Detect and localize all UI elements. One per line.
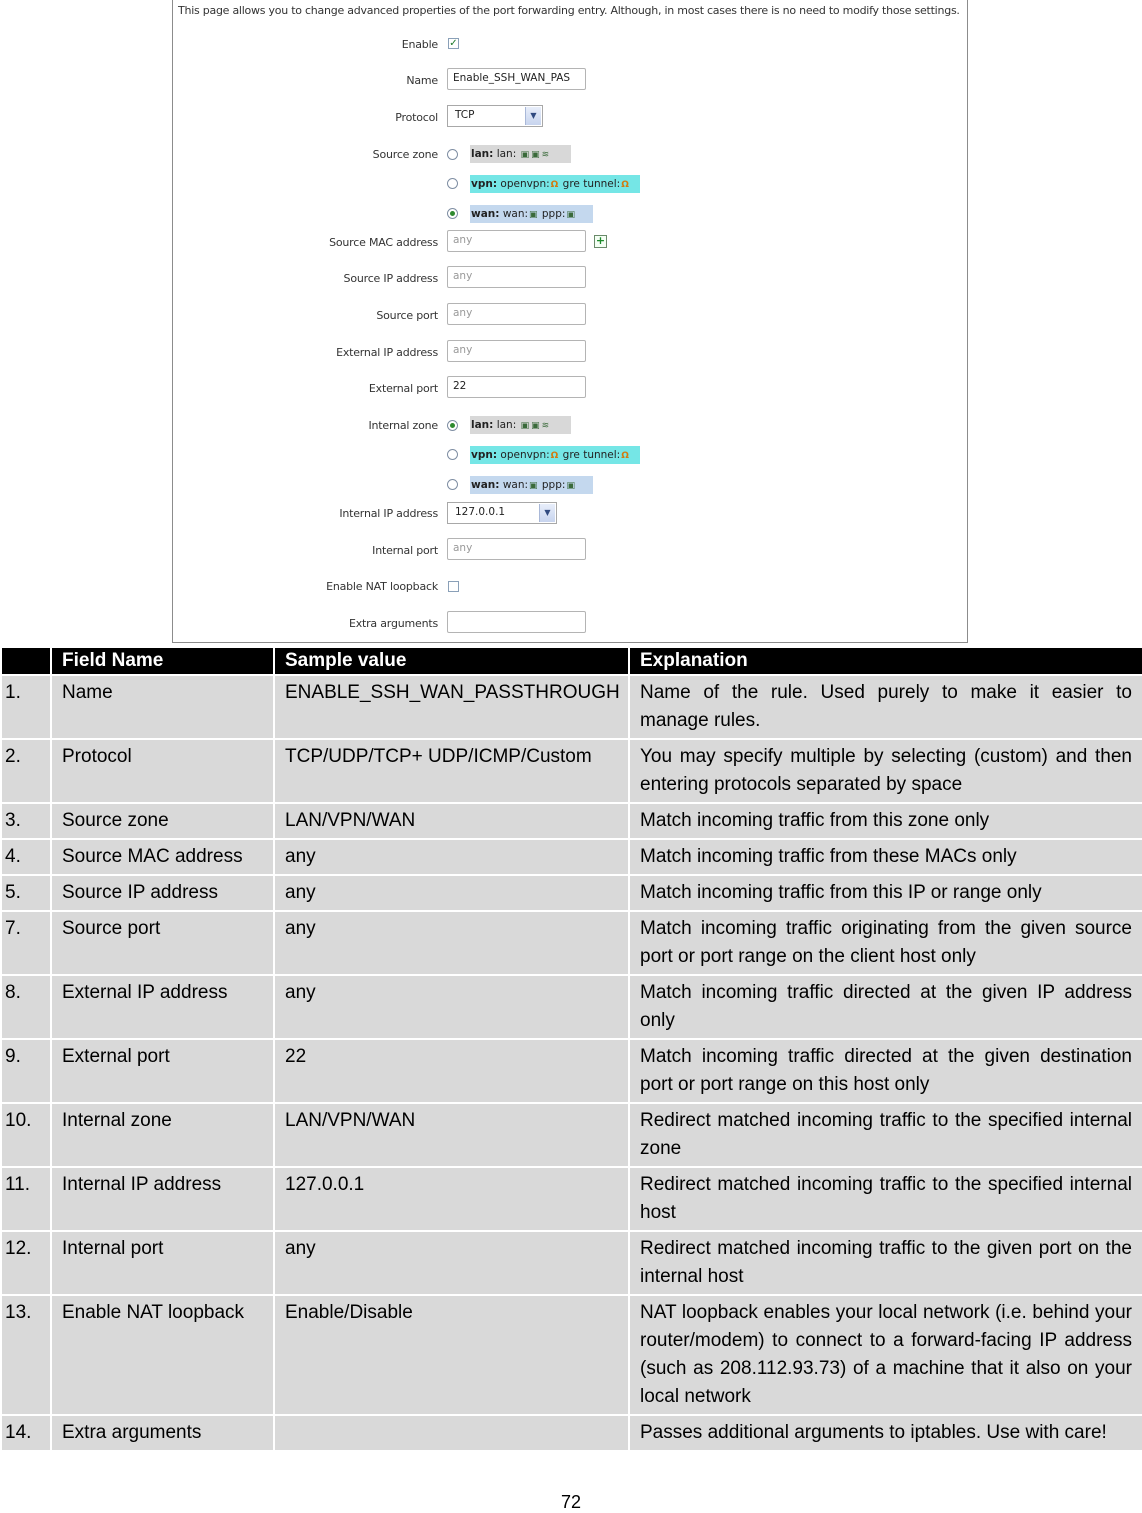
row-explanation: Name of the rule. Used purely to make it easier to manage rules. bbox=[630, 676, 1142, 738]
protocol-selected-value: TCP bbox=[455, 109, 475, 121]
zone-lan-text: lan: bbox=[496, 148, 517, 160]
row-field-name: Source port bbox=[52, 912, 273, 974]
internal-ip-selected-value: 127.0.0.1 bbox=[455, 506, 506, 518]
chevron-down-icon: ▼ bbox=[539, 504, 555, 522]
header-field-name: Field Name bbox=[52, 648, 273, 674]
row-number: 2. bbox=[2, 740, 50, 802]
row-number: 8. bbox=[2, 976, 50, 1038]
table-row bbox=[2, 1104, 1142, 1166]
row-sample-value: any bbox=[275, 912, 628, 974]
row-field-name: Name bbox=[52, 676, 273, 738]
source-port-input[interactable]: any bbox=[447, 303, 586, 325]
extra-arguments-label: Extra arguments bbox=[348, 617, 438, 630]
extra-arguments-input[interactable] bbox=[447, 611, 586, 633]
row-sample-value: 127.0.0.1 bbox=[275, 1168, 628, 1230]
tunnel-icon: Ω bbox=[621, 180, 629, 190]
internal-zone-lan-radio[interactable] bbox=[447, 420, 458, 431]
internal-zone-lan bbox=[470, 416, 571, 434]
header-number bbox=[2, 648, 50, 674]
zone-wan-text2: ppp: bbox=[541, 208, 566, 220]
table-body bbox=[2, 676, 1142, 1450]
zone-vpn-text2: gre tunnel: bbox=[562, 449, 621, 461]
source-zone-lan bbox=[470, 145, 571, 163]
internal-port-input[interactable]: any bbox=[447, 538, 586, 560]
zone-wan-name: wan: bbox=[471, 208, 500, 220]
chevron-down-icon: ▼ bbox=[525, 107, 541, 125]
source-zone-lan-radio[interactable] bbox=[447, 149, 458, 160]
table-row bbox=[2, 976, 1142, 1038]
zone-vpn-text: openvpn: bbox=[500, 178, 550, 190]
zone-vpn-name: vpn: bbox=[471, 178, 498, 190]
internal-port-label: Internal port bbox=[372, 544, 438, 557]
protocol-label: Protocol bbox=[395, 111, 438, 124]
network-icon: ▣ bbox=[531, 150, 540, 160]
nat-loopback-label: Enable NAT loopback bbox=[326, 580, 438, 593]
row-field-name: Protocol bbox=[52, 740, 273, 802]
row-number: 14. bbox=[2, 1416, 50, 1450]
source-zone-label: Source zone bbox=[372, 148, 438, 161]
network-icon: ▣ bbox=[529, 210, 538, 220]
table-row bbox=[2, 1296, 1142, 1414]
row-field-name: External port bbox=[52, 1040, 273, 1102]
name-label: Name bbox=[406, 74, 438, 87]
row-field-name: Internal port bbox=[52, 1232, 273, 1294]
row-explanation: Passes additional arguments to iptables. Use with care! bbox=[630, 1416, 1142, 1450]
row-field-name: Internal zone bbox=[52, 1104, 273, 1166]
row-field-name: Source MAC address bbox=[52, 840, 273, 874]
row-number: 5. bbox=[2, 876, 50, 910]
row-explanation: Match incoming traffic directed at the given IP address only bbox=[630, 976, 1142, 1038]
network-icon: ▣ bbox=[529, 481, 538, 491]
add-icon[interactable]: + bbox=[595, 234, 606, 247]
row-sample-value: LAN/VPN/WAN bbox=[275, 804, 628, 838]
row-number: 4. bbox=[2, 840, 50, 874]
zone-vpn-text: openvpn: bbox=[500, 449, 550, 461]
internal-ip-label: Internal IP address bbox=[339, 507, 438, 520]
network-icon: ▣ bbox=[520, 150, 530, 160]
intro-text: This page allows you to change advanced properties of the port forwarding entry. Although, in most cases there is no need to modify those settings. bbox=[178, 4, 960, 17]
row-explanation: You may specify multiple by selecting (custom) and then entering protocols separated by space bbox=[630, 740, 1142, 802]
enable-checkbox[interactable]: ✓ bbox=[449, 38, 458, 49]
zone-wan-name: wan: bbox=[471, 479, 500, 491]
row-sample-value: any bbox=[275, 1232, 628, 1294]
row-sample-value: Enable/Disable bbox=[275, 1296, 628, 1414]
internal-zone-wan bbox=[470, 476, 593, 494]
table-row bbox=[2, 676, 1142, 738]
wifi-icon: ≋ bbox=[541, 421, 550, 431]
network-icon: ▣ bbox=[566, 210, 575, 220]
source-mac-input[interactable]: any bbox=[447, 230, 586, 252]
external-port-label: External port bbox=[368, 382, 438, 395]
row-explanation: Match incoming traffic directed at the given destination port or port range on this host only bbox=[630, 1040, 1142, 1102]
port-forward-settings-panel bbox=[172, 0, 968, 643]
row-sample-value bbox=[275, 1416, 628, 1450]
row-number: 12. bbox=[2, 1232, 50, 1294]
row-explanation: Redirect matched incoming traffic to the given port on the internal host bbox=[630, 1232, 1142, 1294]
table-row bbox=[2, 1416, 1142, 1450]
tunnel-icon: Ω bbox=[550, 180, 559, 190]
row-explanation: Match incoming traffic from this zone only bbox=[630, 804, 1142, 838]
tunnel-icon: Ω bbox=[550, 451, 559, 461]
row-number: 9. bbox=[2, 1040, 50, 1102]
external-port-input[interactable]: 22 bbox=[447, 376, 586, 398]
row-field-name: Enable NAT loopback bbox=[52, 1296, 273, 1414]
protocol-select[interactable] bbox=[447, 105, 543, 127]
source-zone-vpn-radio[interactable] bbox=[447, 178, 458, 189]
row-sample-value: ENABLE_SSH_WAN_PASSTHROUGH bbox=[275, 676, 628, 738]
row-explanation: Match incoming traffic from this IP or range only bbox=[630, 876, 1142, 910]
row-field-name: External IP address bbox=[52, 976, 273, 1038]
row-sample-value: TCP/UDP/TCP+ UDP/ICMP/Custom bbox=[275, 740, 628, 802]
row-sample-value: any bbox=[275, 840, 628, 874]
table-row bbox=[2, 876, 1142, 910]
row-sample-value: any bbox=[275, 876, 628, 910]
source-port-label: Source port bbox=[376, 309, 438, 322]
zone-vpn-text2: gre tunnel: bbox=[562, 178, 621, 190]
zone-lan-name: lan: bbox=[471, 419, 494, 431]
page-number: 72 bbox=[560, 1492, 582, 1512]
row-sample-value: LAN/VPN/WAN bbox=[275, 1104, 628, 1166]
table-row bbox=[2, 840, 1142, 874]
row-number: 13. bbox=[2, 1296, 50, 1414]
source-mac-label: Source MAC address bbox=[329, 236, 438, 249]
row-number: 7. bbox=[2, 912, 50, 974]
row-explanation: NAT loopback enables your local network (i.e. behind your router/modem) to connect to a forward-facing IP address (such as 208.112.93.73) of a machine that it also on your local network bbox=[630, 1296, 1142, 1414]
source-zone-vpn bbox=[470, 175, 640, 193]
row-field-name: Extra arguments bbox=[52, 1416, 273, 1450]
internal-zone-label: Internal zone bbox=[368, 419, 438, 432]
row-number: 3. bbox=[2, 804, 50, 838]
internal-ip-select[interactable] bbox=[447, 502, 557, 524]
network-icon: ▣ bbox=[566, 481, 575, 491]
zone-vpn-name: vpn: bbox=[471, 449, 498, 461]
table-row bbox=[2, 804, 1142, 838]
source-zone-wan-radio[interactable] bbox=[447, 208, 458, 219]
source-ip-input[interactable]: any bbox=[447, 266, 586, 288]
row-number: 11. bbox=[2, 1168, 50, 1230]
network-icon: ▣ bbox=[531, 421, 540, 431]
field-table bbox=[0, 646, 1142, 1452]
external-ip-input[interactable]: any bbox=[447, 340, 586, 362]
internal-zone-wan-radio[interactable] bbox=[447, 479, 458, 490]
row-explanation: Match incoming traffic from these MACs only bbox=[630, 840, 1142, 874]
row-sample-value: any bbox=[275, 976, 628, 1038]
row-field-name: Source IP address bbox=[52, 876, 273, 910]
zone-wan-text: wan: bbox=[502, 479, 529, 491]
external-ip-label: External IP address bbox=[336, 346, 438, 359]
internal-zone-vpn bbox=[470, 446, 640, 464]
table-row bbox=[2, 1040, 1142, 1102]
table-row bbox=[2, 1232, 1142, 1294]
row-number: 1. bbox=[2, 676, 50, 738]
row-explanation: Match incoming traffic originating from the given source port or port range on the client host only bbox=[630, 912, 1142, 974]
nat-loopback-checkbox[interactable] bbox=[448, 581, 459, 592]
internal-zone-vpn-radio[interactable] bbox=[447, 449, 458, 460]
zone-lan-name: lan: bbox=[471, 148, 494, 160]
row-field-name: Source zone bbox=[52, 804, 273, 838]
row-explanation: Redirect matched incoming traffic to the specified internal host bbox=[630, 1168, 1142, 1230]
zone-lan-text: lan: bbox=[496, 419, 517, 431]
header-sample-value: Sample value bbox=[275, 648, 628, 674]
table-row bbox=[2, 1168, 1142, 1230]
name-input[interactable]: Enable_SSH_WAN_PAS bbox=[447, 68, 586, 90]
row-number: 10. bbox=[2, 1104, 50, 1166]
network-icon: ▣ bbox=[520, 421, 530, 431]
row-sample-value: 22 bbox=[275, 1040, 628, 1102]
tunnel-icon: Ω bbox=[621, 451, 629, 461]
zone-wan-text: wan: bbox=[502, 208, 529, 220]
source-ip-label: Source IP address bbox=[343, 272, 438, 285]
table-row bbox=[2, 912, 1142, 974]
row-explanation: Redirect matched incoming traffic to the specified internal zone bbox=[630, 1104, 1142, 1166]
table-header-row bbox=[2, 648, 1142, 674]
header-explanation: Explanation bbox=[630, 648, 1142, 674]
zone-wan-text2: ppp: bbox=[541, 479, 566, 491]
table-row bbox=[2, 740, 1142, 802]
wifi-icon: ≋ bbox=[541, 150, 550, 160]
enable-label: Enable bbox=[401, 38, 438, 51]
source-zone-wan bbox=[470, 205, 593, 223]
row-field-name: Internal IP address bbox=[52, 1168, 273, 1230]
